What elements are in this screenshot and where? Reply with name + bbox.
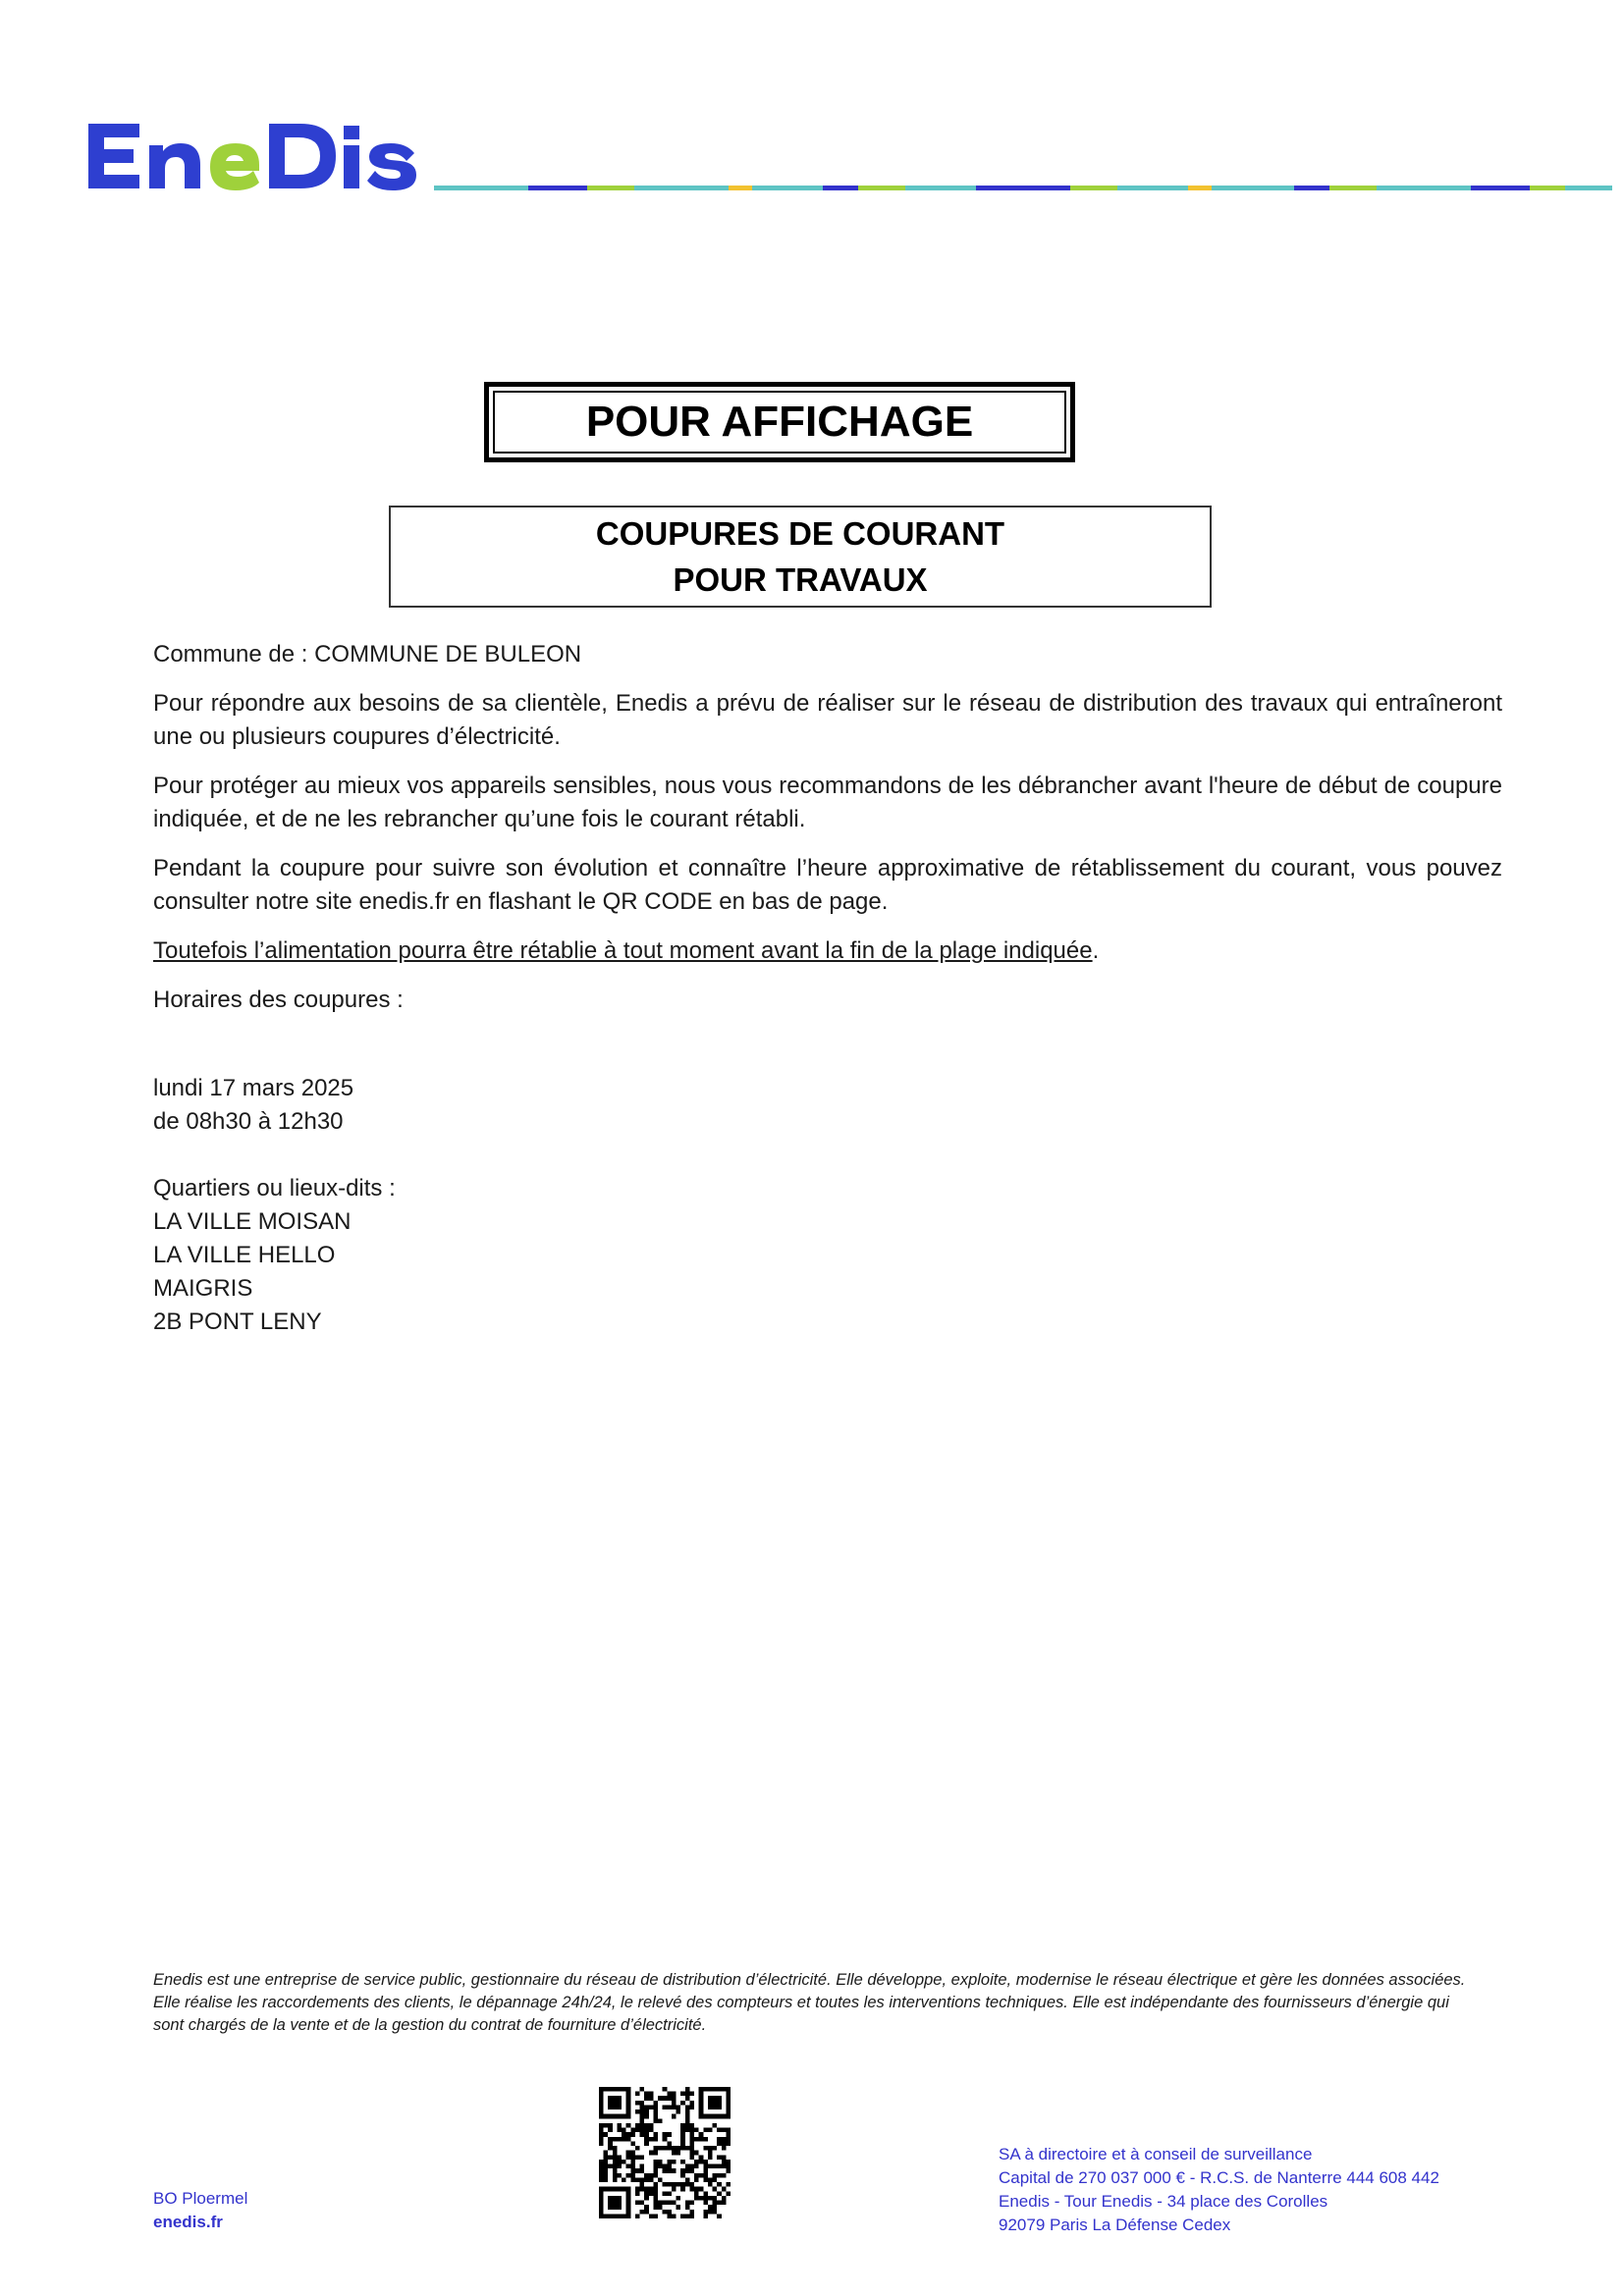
company-line: Capital de 270 037 000 € - R.C.S. de Nanterre 444 608 442 [999, 2168, 1439, 2187]
pour-affichage-title: POUR AFFICHAGE [493, 391, 1066, 454]
quartier-item: LA VILLE MOISAN [153, 1208, 352, 1235]
notice-body [153, 638, 1502, 1339]
paragraph-suivi: Pendant la coupure pour suivre son évolution et connaître l’heure approximative de rétablissement du courant, vous pouvez consulter notre site enedis.fr en flashant le QR CODE en bas de page. [153, 855, 1502, 915]
retablissement-period: . [1092, 937, 1100, 964]
company-line: 92079 Paris La Défense Cedex [999, 2216, 1231, 2234]
horaires-label: Horaires des coupures : [153, 987, 404, 1013]
paragraph-appareils: Pour protéger au mieux vos appareils sensibles, nous vous recommandons de les débrancher avant l'heure de début de coupure indiquée, et de ne les rebrancher qu’une fois le courant rétabli. [153, 773, 1502, 832]
paragraph-travaux: Pour répondre aux besoins de sa clientèle, Enedis a prévu de réaliser sur le réseau de distribution des travaux qui entraîneront une ou plusieurs coupures d’électricité. [153, 690, 1502, 750]
header-color-stripe [434, 186, 1612, 190]
coupures-title-box [389, 506, 1212, 608]
legal-notice: Enedis est une entreprise de service public, gestionnaire du réseau de distribution d’électricité. Elle développe, exploite, modernise le réseau électrique et gère les données associées. Elle réalise les raccordements des clients, le dépannage 24h/24, le relevé des compteurs et toutes les interventions techniques. Elle est indépendante des fournisseurs d’énergie qui sont chargés de la vente et de la gestion du contrat de fourniture d’électricité. [153, 1971, 1466, 2034]
enedis-logo-icon [79, 116, 422, 196]
company-line: Enedis - Tour Enedis - 34 place des Corolles [999, 2192, 1328, 2211]
paragraph-retablissement [153, 934, 1502, 968]
cut-date: lundi 17 mars 2025 [153, 1075, 354, 1101]
enedis-logo [79, 116, 422, 196]
quartiers-block [153, 1172, 1502, 1339]
company-info [999, 2143, 1439, 2237]
website-link[interactable]: enedis.fr [153, 2213, 223, 2231]
commune-line: Commune de : COMMUNE DE BULEON [153, 641, 582, 667]
quartier-item: MAIGRIS [153, 1275, 253, 1302]
quartier-item: 2B PONT LENY [153, 1308, 322, 1335]
office-name: BO Ploermel [153, 2189, 248, 2208]
cut-time-range: de 08h30 à 12h30 [153, 1108, 344, 1135]
schedule-block [153, 1072, 1502, 1139]
qr-code-icon[interactable] [599, 2087, 731, 2218]
retablissement-underlined: Toutefois l’alimentation pourra être rétablie à tout moment avant la fin de la plage indiquée [153, 937, 1093, 964]
pour-affichage-box [484, 382, 1075, 462]
company-line: SA à directoire et à conseil de surveillance [999, 2145, 1313, 2163]
coupures-title-line1: COUPURES DE COURANT [595, 515, 1005, 552]
quartier-item: LA VILLE HELLO [153, 1242, 336, 1268]
quartiers-label: Quartiers ou lieux-dits : [153, 1175, 396, 1201]
coupures-title-line2: POUR TRAVAUX [673, 561, 928, 598]
office-block [153, 2187, 247, 2234]
